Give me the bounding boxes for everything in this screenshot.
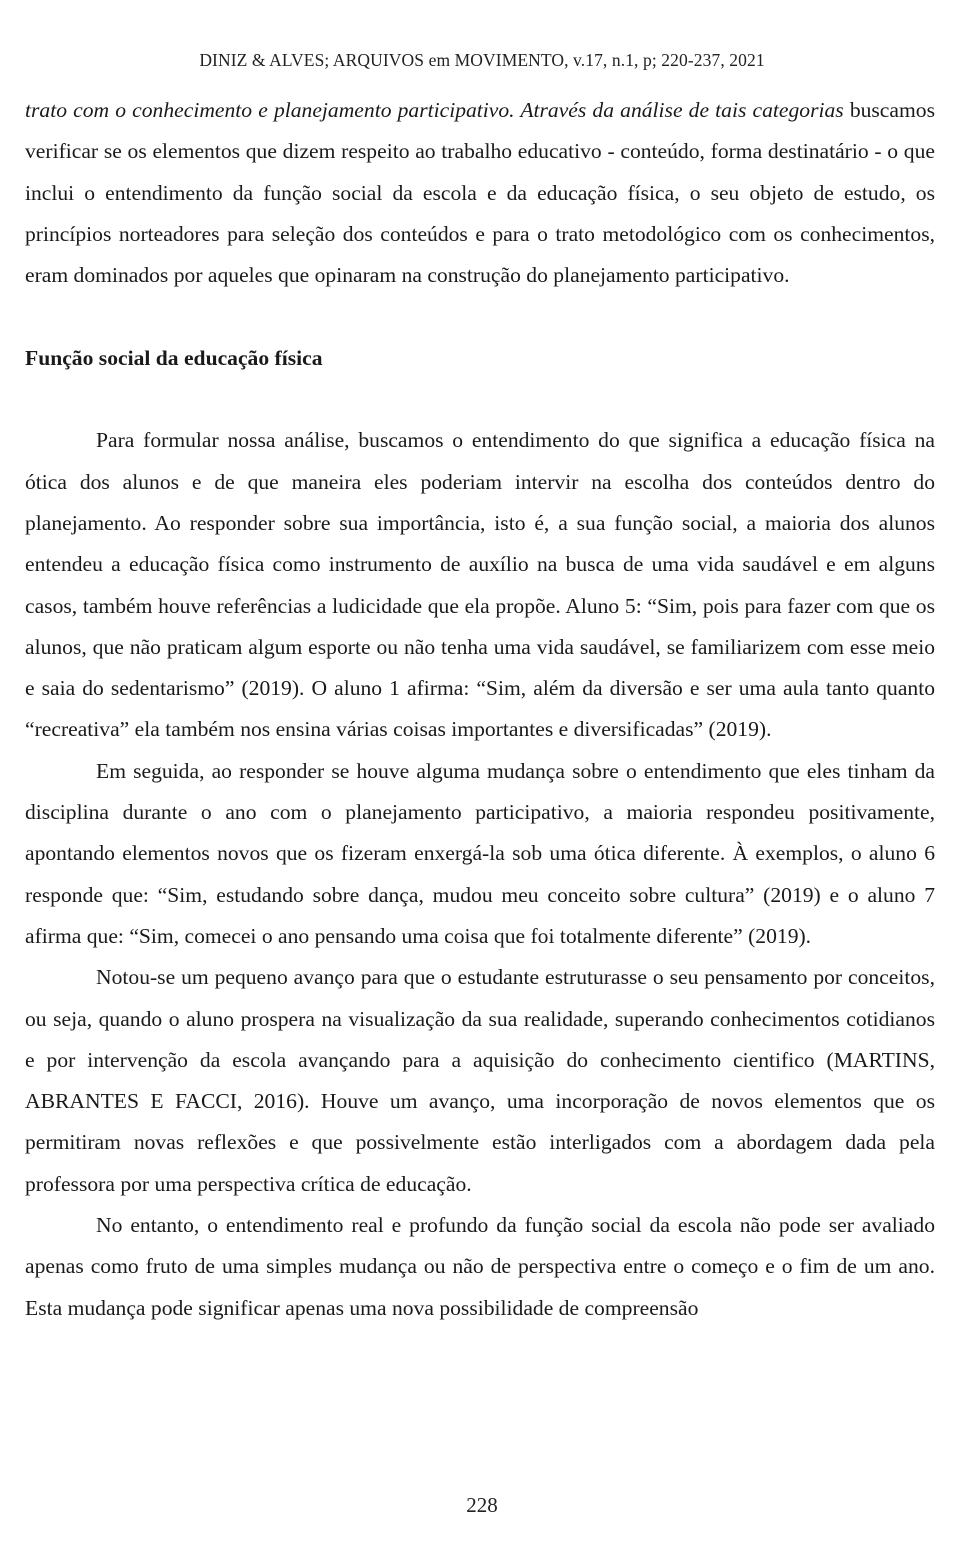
intro-italic-text: trato com o conhecimento e planejamento participativo. Através da análise de tais categorias (25, 98, 844, 122)
page-number: 228 (466, 1493, 498, 1517)
section-heading: Função social da educação física (25, 345, 323, 370)
intro-text: buscamos verificar se os elementos que dizem respeito ao trabalho educativo - conteúdo, forma destinatário - o que inclui o entendimento da função social da escola e da educação física, o seu objeto de estudo, os princípios norteadores para seleção dos conteúdos e para o trato metodológico com os conhecimentos, eram dominados por aqueles que opinaram na construção do planejamento participativo. (25, 98, 935, 288)
body-paragraph-2: Em seguida, ao responder se houve alguma mudança sobre o entendimento que eles tinham da disciplina durante o ano com o planejamento participativo, a maioria respondeu positivamente, apontando elementos novos que os fizeram enxergá-la sob uma ótica diferente. À exemplos, o aluno 6 responde que: “Sim, estudando sobre dança, mudou meu conceito sobre cultura” (2019) e o aluno 7 afirma que: “Sim, comecei o ano pensando uma coisa que foi totalmente diferente” (2019). (25, 758, 935, 948)
spacer (25, 296, 935, 337)
running-header: DINIZ & ALVES; ARQUIVOS em MOVIMENTO, v.17, n.1, p; 220-237, 2021 (199, 50, 765, 70)
body-paragraph-4: No entanto, o entendimento real e profundo da função social da escola não pode ser avaliado apenas como fruto de uma simples mudança ou não de perspectiva entre o começo e o fim de um ano. Esta mudança pode significar apenas uma nova possibilidade de compreensão (25, 1213, 935, 1320)
spacer (25, 379, 935, 420)
article-body (25, 90, 935, 1329)
body-paragraph-1: Para formular nossa análise, buscamos o entendimento do que significa a educação física na ótica dos alunos e de que maneira eles poderiam intervir na escolha dos conteúdos dentro do planejamento. Ao responder sobre sua importância, isto é, a sua função social, a maioria dos alunos entendeu a educação física como instrumento de auxílio na busca de uma vida saudável e em alguns casos, também houve referências a ludicidade que ela propõe. Aluno 5: “Sim, pois para fazer com que os alunos, que não praticam algum esporte ou não tenha uma vida saudável, se familiarizem com esse meio e saia do sedentarismo” (2019). O aluno 1 afirma: “Sim, além da diversão e ser uma aula tanto quanto “recreativa” ela também nos ensina várias coisas importantes e diversificadas” (2019). (25, 428, 935, 742)
body-paragraph-3: Notou-se um pequeno avanço para que o estudante estruturasse o seu pensamento por conceitos, ou seja, quando o aluno prospera na visualização da sua realidade, superando conhecimentos cotidianos e por intervenção da escola avançando para a aquisição do conhecimento cientifico (MARTINS, ABRANTES E FACCI, 2016). Houve um avanço, uma incorporação de novos elementos que os permitiram novas reflexões e que possivelmente estão interligados com a abordagem dada pela professora por uma perspectiva crítica de educação. (25, 965, 935, 1196)
intro-paragraph (25, 90, 935, 296)
